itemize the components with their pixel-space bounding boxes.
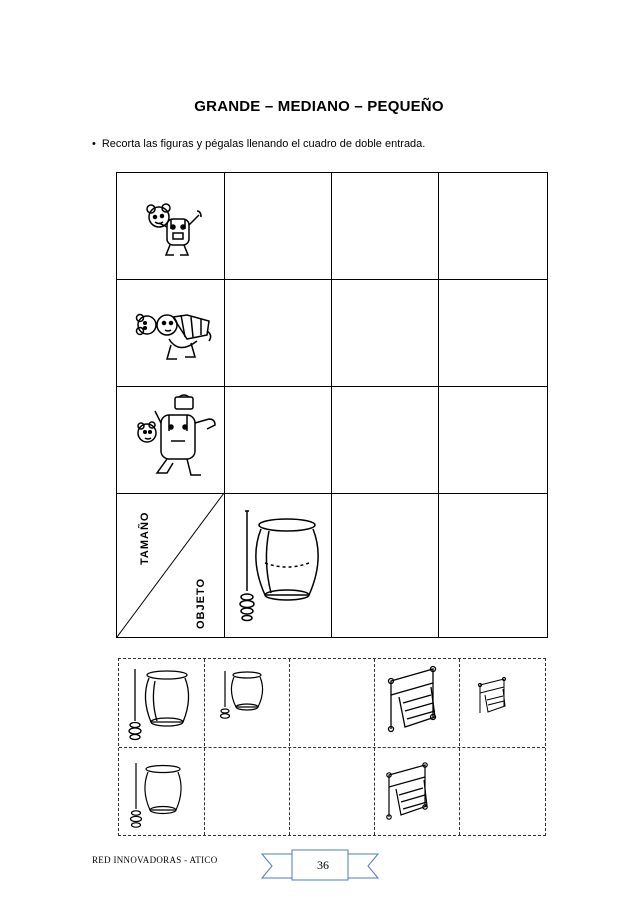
cutout-grid [118,658,546,836]
instruction [92,138,425,150]
bear-overalls-icon[interactable] [137,195,207,270]
honey-jar-icon[interactable] [125,663,201,748]
header-objeto: OBJETO [195,577,207,629]
honey-jar-icon[interactable] [235,501,325,634]
page-number: 36 [317,858,329,872]
honey-jar-icon[interactable] [127,759,191,836]
double-entry-table [116,172,548,638]
bear-with-pot-icon[interactable] [131,393,221,490]
instruction-bullet: • [92,138,96,150]
footer-org: RED INNOVADORAS - ATICO [92,855,218,865]
bed-icon[interactable] [381,759,441,830]
header-tamano: TAMAÑO [139,511,151,565]
honey-jar-icon[interactable] [217,667,269,728]
page-title: GRANDE – MEDIANO – PEQUEÑO [194,98,444,115]
bed-icon[interactable] [475,675,511,724]
instruction-text: Recorta las figuras y pégalas llenando el cuadro de doble entrada. [101,138,426,150]
bear-dress-icon[interactable] [129,301,219,376]
header-diagonal-cell [117,493,225,642]
bed-icon[interactable] [381,663,451,744]
